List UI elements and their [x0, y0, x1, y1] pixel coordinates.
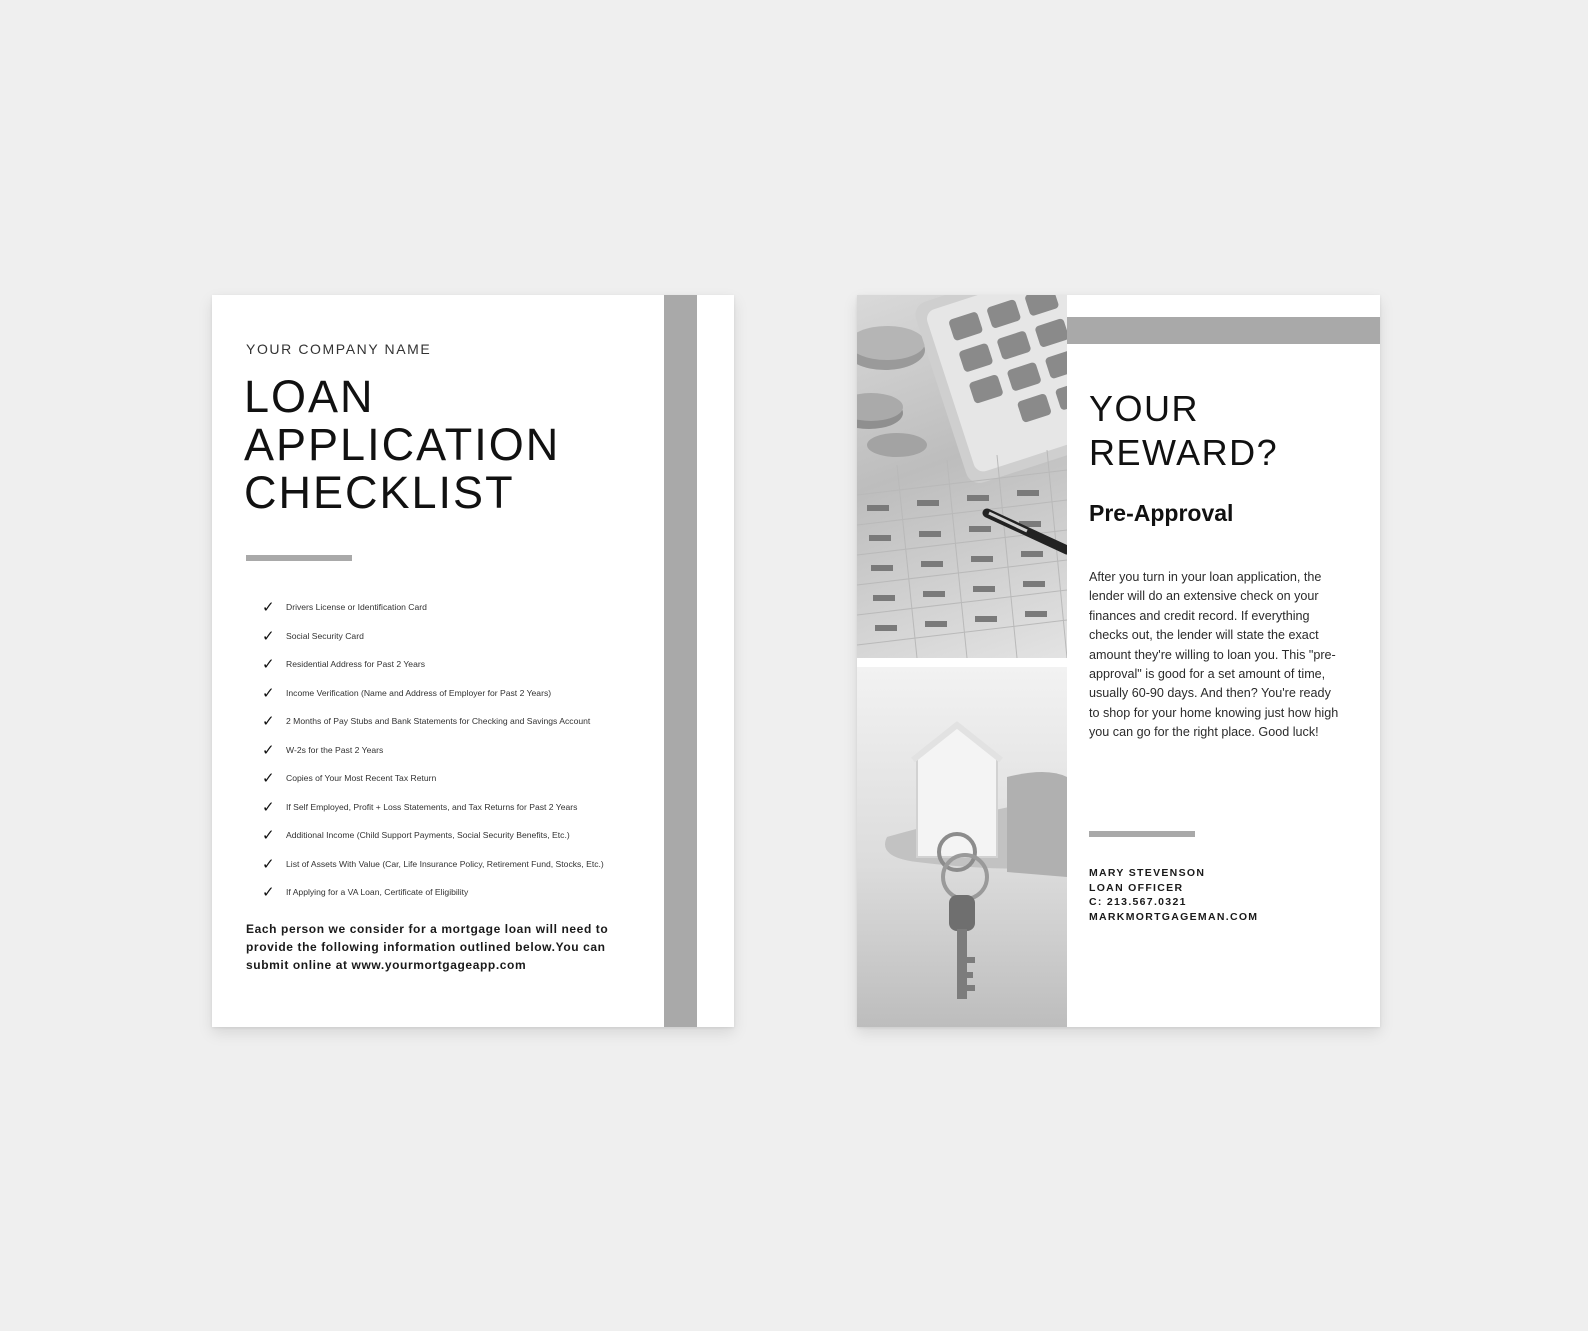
contact-website: MARKMORTGAGEMAN.COM	[1089, 910, 1259, 923]
horizontal-accent-bar	[1067, 317, 1380, 344]
calculator-photo-drawing	[857, 295, 1067, 658]
checklist-page	[212, 295, 734, 1027]
calculator-photo	[857, 295, 1067, 658]
checkmark-icon: ✓	[262, 827, 275, 845]
checkmark-icon: ✓	[262, 855, 275, 873]
list-item	[262, 736, 657, 765]
list-item	[262, 679, 657, 708]
reward-page	[857, 295, 1380, 1027]
title-line: APPLICATION	[244, 419, 561, 470]
company-name: YOUR COMPANY NAME	[246, 341, 432, 357]
checkmark-icon: ✓	[262, 684, 275, 702]
contact-block	[1089, 866, 1258, 924]
list-item	[262, 821, 657, 850]
headline	[1089, 387, 1278, 475]
title-divider	[246, 555, 352, 561]
list-item	[262, 878, 657, 907]
contact-role: LOAN OFFICER	[1089, 881, 1184, 894]
checkmark-icon: ✓	[262, 741, 275, 759]
list-item	[262, 650, 657, 679]
intro-paragraph: Each person we consider for a mortgage loan will need to provide the following information outlined below.You can submit online at www.yourmortgageapp.com	[246, 922, 609, 972]
house-keys-photo-drawing	[857, 667, 1067, 1027]
checkmark-icon: ✓	[262, 713, 275, 731]
list-item	[262, 622, 657, 651]
checkmark-icon: ✓	[262, 798, 275, 816]
checkmark-icon: ✓	[262, 884, 275, 902]
checklist-item-text: Social Security Card	[286, 630, 364, 641]
document-checklist	[262, 593, 657, 907]
house-keys-photo	[857, 667, 1067, 1027]
checklist-item-text: 2 Months of Pay Stubs and Bank Statements for Checking and Savings Account	[286, 716, 591, 727]
list-item	[262, 793, 657, 822]
contact-divider	[1089, 831, 1195, 837]
list-item	[262, 764, 657, 793]
checklist-item-text: If Self Employed, Profit + Loss Statements, and Tax Returns for Past 2 Years	[286, 801, 578, 812]
checklist-item-text: Residential Address for Past 2 Years	[286, 659, 426, 670]
checkmark-icon: ✓	[262, 627, 275, 645]
list-item	[262, 707, 657, 736]
checklist-item-text: Drivers License or Identification Card	[286, 602, 427, 613]
checklist-item-text: Additional Income (Child Support Payments, Social Security Benefits, Etc.)	[286, 830, 570, 841]
checkmark-icon: ✓	[262, 770, 275, 788]
headline-line: REWARD?	[1089, 432, 1279, 473]
title-line: LOAN	[244, 371, 375, 422]
checkmark-icon: ✓	[262, 599, 275, 617]
list-item	[262, 850, 657, 879]
headline-line: YOUR	[1089, 388, 1200, 429]
page-title	[244, 373, 560, 517]
vertical-accent-bar	[664, 295, 697, 1027]
checkmark-icon: ✓	[262, 656, 275, 674]
subheading: Pre-Approval	[1089, 500, 1234, 526]
contact-name: MARY STEVENSON	[1089, 867, 1206, 879]
list-item	[262, 593, 657, 622]
checklist-item-text: List of Assets With Value (Car, Life Insurance Policy, Retirement Fund, Stocks, Etc.)	[286, 858, 604, 869]
body-paragraph: After you turn in your loan application, the lender will do an extensive check on your finances and credit record. If everything checks out, the lender will state the exact amount they're willing to loan you. This "pre-approval" is good for a set amount of time, usually 60-90 days. And then? You're ready to shop for your home knowing just how high you can go for the right place. Good luck!	[1089, 570, 1339, 740]
title-line: CHECKLIST	[244, 467, 515, 518]
checklist-item-text: Income Verification (Name and Address of Employer for Past 2 Years)	[286, 687, 552, 698]
checklist-item-text: Copies of Your Most Recent Tax Return	[286, 773, 437, 784]
contact-phone: C: 213.567.0321	[1089, 896, 1187, 908]
checklist-item-text: If Applying for a VA Loan, Certificate of Eligibility	[286, 887, 469, 898]
checklist-item-text: W-2s for the Past 2 Years	[286, 744, 384, 755]
